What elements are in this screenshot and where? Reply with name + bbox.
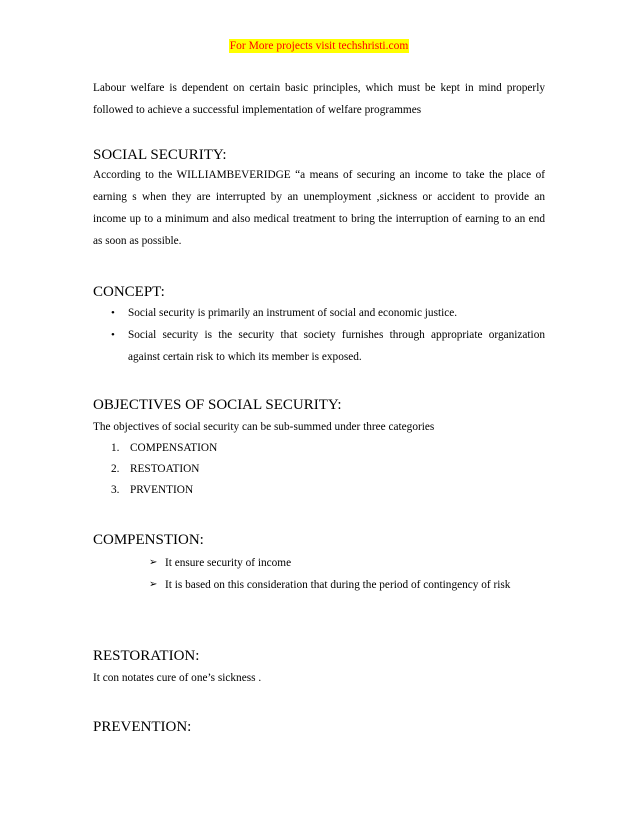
list-item [93, 459, 545, 480]
arrow-bullet-icon: ➢ [149, 557, 158, 568]
promo-banner[interactable]: For More projects visit techshristi.com [229, 40, 409, 52]
concept-heading: CONCEPT: [93, 284, 165, 300]
restoration-section [93, 667, 545, 689]
compenstion-section [93, 552, 545, 596]
list-number: 2. [111, 463, 120, 475]
list-item [93, 438, 545, 459]
concept-item-text: Social security is the security that society furnishes through appropriate organization against certain risk to which its member is exposed. [128, 329, 545, 363]
concept-list [93, 302, 545, 368]
bullet-icon: • [111, 307, 115, 319]
objective-label: PRVENTION [130, 484, 194, 496]
objective-label: COMPENSATION [130, 442, 218, 454]
social-security-section [93, 164, 545, 252]
restoration-heading: RESTORATION: [93, 648, 200, 664]
prevention-heading: PREVENTION: [93, 719, 192, 735]
social-security-heading: SOCIAL SECURITY: [93, 147, 227, 163]
list-item [93, 324, 545, 368]
compenstion-list [93, 552, 545, 596]
list-item [93, 480, 545, 501]
objectives-section [93, 416, 545, 501]
objectives-heading: OBJECTIVES OF SOCIAL SECURITY: [93, 397, 342, 413]
compenstion-item-text: It ensure security of income [165, 557, 292, 569]
intro-paragraph: Labour welfare is dependent on certain basic principles, which must be kept in mind properly followed to achieve a successful implementation of welfare programmes [93, 82, 545, 116]
list-number: 1. [111, 442, 120, 454]
compenstion-heading: COMPENSTION: [93, 532, 204, 548]
list-item [93, 302, 545, 324]
objectives-list [93, 438, 545, 501]
list-item [93, 574, 545, 596]
bullet-icon: • [111, 329, 115, 341]
intro-section [93, 77, 545, 121]
list-number: 3. [111, 484, 120, 496]
objectives-paragraph: The objectives of social security can be sub-summed under three categories [93, 421, 435, 433]
banner-row [93, 36, 545, 54]
arrow-bullet-icon: ➢ [149, 579, 158, 590]
restoration-paragraph: It con notates cure of one’s sickness . [93, 672, 262, 684]
concept-item-text: Social security is primarily an instrument of social and economic justice. [128, 307, 458, 319]
social-security-paragraph: According to the WILLIAMBEVERIDGE “a means of securing an income to take the place of earning s when they are interrupted by an unemployment ,sickness or accident to provide an income up to a minimum and also medical treatment to bring the interruption of earning to an end as soon as possible. [93, 169, 545, 247]
objective-label: RESTOATION [130, 463, 200, 475]
compenstion-item-text: It is based on this consideration that during the period of contingency of risk [165, 579, 511, 591]
list-item [93, 552, 545, 574]
concept-section [93, 302, 545, 368]
